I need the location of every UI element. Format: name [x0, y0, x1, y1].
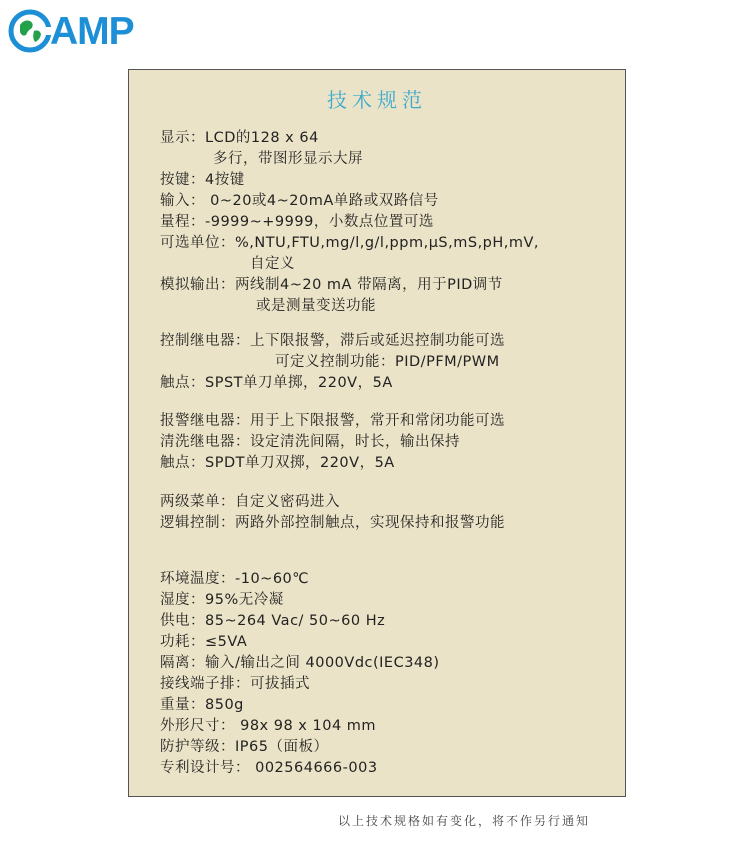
spec-line: 湿度：95%无冷凝 [160, 592, 284, 608]
spec-line: 输入： 0~20或4~20mA单路或双路信号 [160, 193, 439, 209]
footer-note: 以上技术规格如有变化，将不作另行通知 [338, 814, 591, 828]
spec-line: 隔离：输入/输出之间 4000Vdc(IEC348) [160, 655, 440, 671]
globe-icon [8, 9, 52, 53]
spec-line: 触点：SPDT单刀双掷，220V，5A [160, 455, 395, 471]
spec-line: 显示：LCD的128 x 64 [160, 130, 319, 146]
spec-line: 重量：850g [160, 697, 244, 713]
spec-line: 逻辑控制：两路外部控制触点，实现保持和报警功能 [160, 515, 505, 531]
spec-line: 控制继电器：上下限报警，滞后或延迟控制功能可选 [160, 333, 505, 349]
spec-line: 量程：-9999~+9999，小数点位置可选 [160, 214, 434, 230]
spec-line: 供电：85~264 Vac/ 50~60 Hz [160, 613, 386, 629]
logo-text: AMP [50, 9, 134, 53]
spec-line: 两级菜单：自定义密码进入 [160, 494, 340, 510]
spec-line: 专利设计号： 002564666-003 [160, 760, 378, 776]
spec-line: 触点：SPST单刀单掷，220V，5A [160, 375, 393, 391]
spec-line: 可选单位：%,NTU,FTU,mg/l,g/l,ppm,μS,mS,pH,mV, [160, 235, 540, 251]
spec-line: 自定义 [250, 256, 295, 272]
spec-line: 或是测量变送功能 [256, 298, 376, 314]
spec-line: 防护等级：IP65（面板） [160, 739, 329, 755]
spec-line: 接线端子排：可拔插式 [160, 676, 310, 692]
spec-line: 报警继电器：用于上下限报警，常开和常闭功能可选 [160, 413, 505, 429]
spec-line: 功耗：≤5VA [160, 634, 248, 650]
spec-line: 环境温度：-10~60℃ [160, 571, 310, 587]
spec-line: 清洗继电器：设定清洗间隔，时长，输出保持 [160, 434, 460, 450]
spec-line: 可定义控制功能：PID/PFM/PWM [275, 354, 500, 370]
spec-line: 按键：4按键 [160, 172, 245, 188]
spec-line: 多行，带图形显示大屏 [213, 151, 363, 167]
spec-panel [128, 69, 626, 797]
spec-line: 外形尺寸： 98x 98 x 104 mm [160, 718, 377, 734]
amp-logo [8, 6, 134, 56]
spec-line: 模拟输出：两线制4~20 mA 带隔离，用于PID调节 [160, 277, 503, 293]
spec-title: 技术规范 [327, 88, 427, 112]
